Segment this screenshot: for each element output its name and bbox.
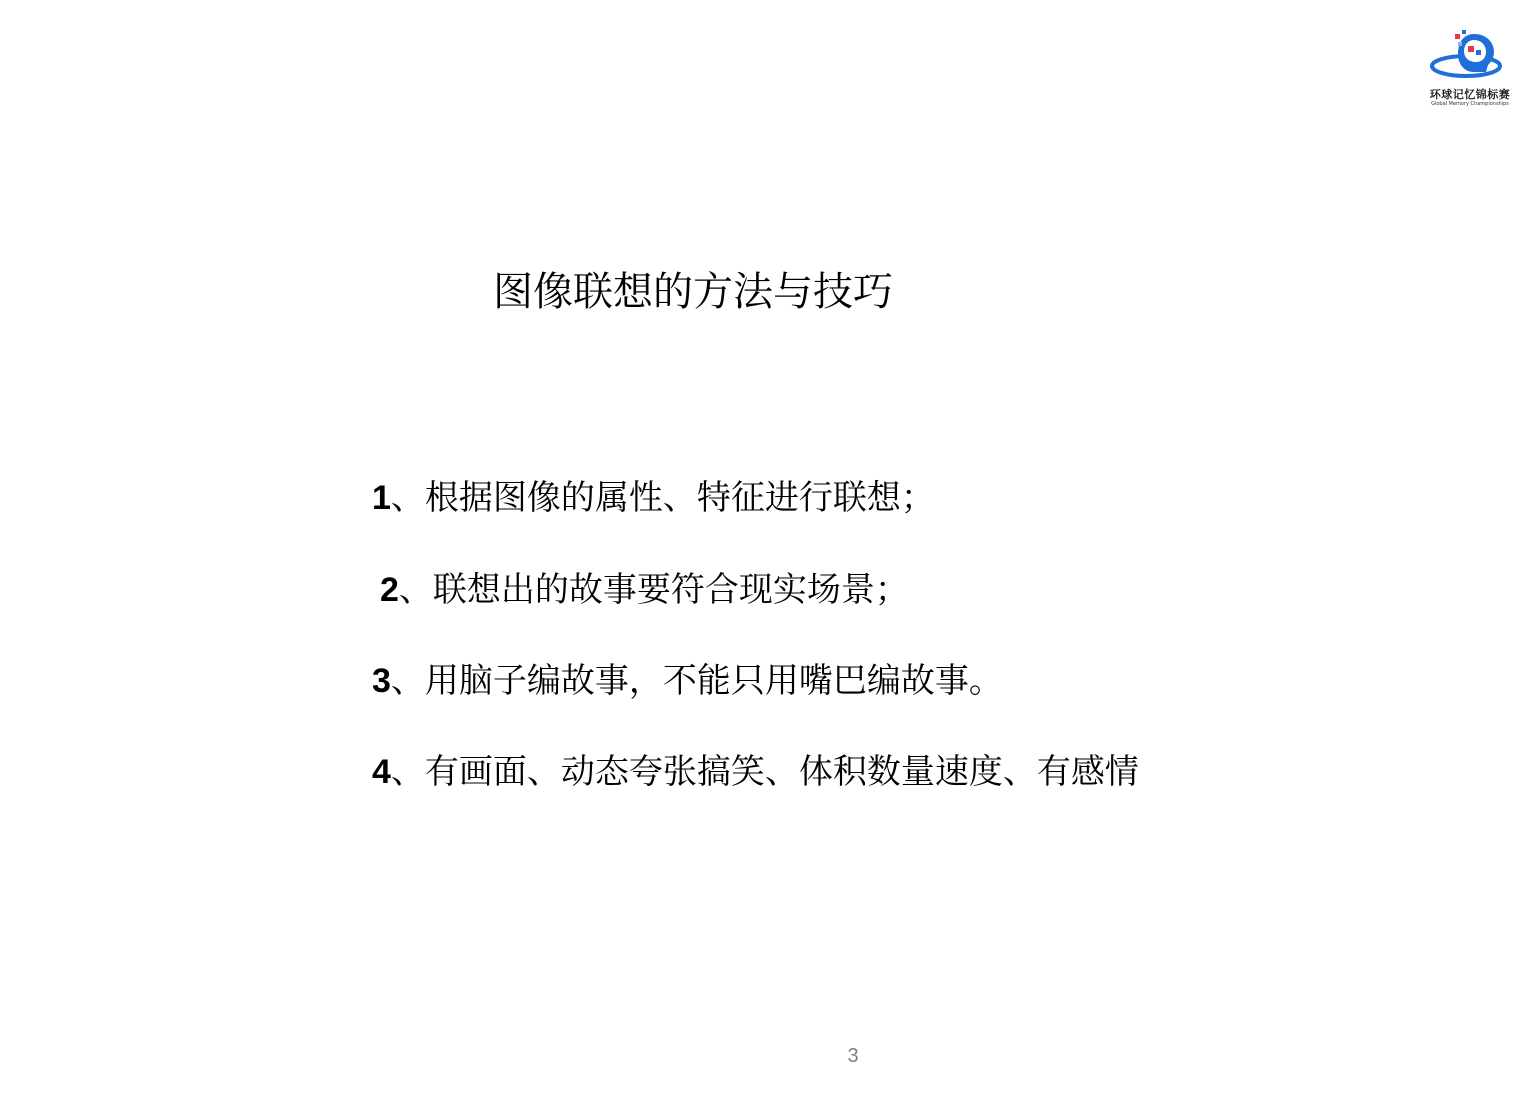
list-item-number: 1 [372,479,391,517]
list-item-text: 、有画面、动态夸张搞笑、体积数量速度、有感情 [390,752,1139,792]
list-item [372,657,1003,705]
list-item [380,566,909,614]
logo-english-name: Global Memory Championships [1431,101,1509,107]
globe-head-icon [1428,28,1512,86]
page-number: 3 [847,1045,859,1067]
slide-title: 图像联想的方法与技巧 [493,269,893,315]
logo-chinese-name: 环球记忆锦标赛 [1429,88,1511,101]
list-item-text: 、用脑子编故事，不能只用嘴巴编故事。 [390,661,1003,701]
list-item-number: 4 [372,753,391,791]
list-item-number: 3 [372,662,391,700]
list-item-text: 、根据图像的属性、特征进行联想； [390,478,935,518]
list-item-text: 、联想出的故事要符合现实场景； [398,570,909,610]
list-item [372,474,935,522]
championship-logo [1420,28,1520,108]
list-item [372,748,1139,796]
list-item-number: 2 [380,571,399,609]
